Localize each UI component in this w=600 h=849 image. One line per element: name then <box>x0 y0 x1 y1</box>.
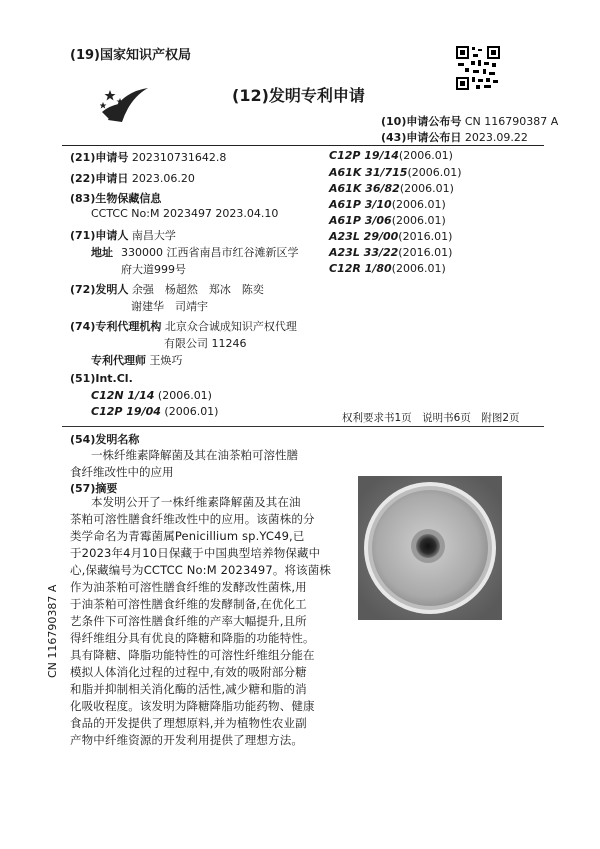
address-line-1: 330000 江西省南昌市红谷滩新区学 <box>121 246 299 259</box>
intcl-date: (2006.01) <box>164 405 219 418</box>
ipc-item <box>329 230 452 243</box>
abstract-line: 茶粕可溶性膳食纤维改性中的应用。该菌株的分 <box>70 512 315 526</box>
petri-dish-image <box>358 476 502 620</box>
intcl-item <box>91 405 218 418</box>
application-date-label: (22)申请日 <box>70 172 129 185</box>
ipc-item <box>329 166 462 179</box>
document-type: (12)发明专利申请 <box>232 86 365 105</box>
abstract-line: 心,保藏编号为CCTCC No:M 2023497。将该菌株 <box>70 563 332 577</box>
abstract-line: 类学命名为青霉菌属Penicillium sp.YC49,已 <box>70 529 305 543</box>
patent-agency-line-2: 有限公司 11246 <box>164 337 247 350</box>
patent-agency-line-1: 北京众合诚成知识产权代理 <box>164 320 297 333</box>
applicant-label: (71)申请人 <box>70 229 129 242</box>
deposit-info: CCTCC No:M 2023497 2023.04.10 <box>91 207 279 220</box>
publication-number <box>381 113 558 129</box>
ipc-date: (2016.01) <box>398 230 453 243</box>
application-number-label: (21)申请号 <box>70 151 129 164</box>
intcl-code: C12N 1/14 <box>91 389 155 402</box>
patent-agency-label: (74)专利代理机构 <box>70 320 162 333</box>
ipc-code: C12P 19/14 <box>329 149 399 162</box>
intcl-code: C12P 19/04 <box>91 405 161 418</box>
intcl-date: (2006.01) <box>157 389 212 402</box>
ipc-date: (2006.01) <box>391 198 446 211</box>
application-date <box>70 170 195 186</box>
abstract-line: 作为油茶粕可溶性膳食纤维的发酵改性菌株,用 <box>70 580 307 594</box>
invention-title-line-2: 食纤维改性中的应用 <box>70 465 174 479</box>
ipc-date: (2006.01) <box>398 149 453 162</box>
abstract-line: 和脂并抑制相关消化酶的活性,减少糖和脂的消 <box>70 682 307 696</box>
abstract-line: 本发明公开了一株纤维素降解菌及其在油 <box>91 495 301 509</box>
inventors-line-2: 谢建华 司靖宇 <box>131 300 208 313</box>
publication-date-value: 2023.09.22 <box>464 131 528 144</box>
patent-agent-value: 王焕巧 <box>149 354 183 367</box>
publication-number-value: CN 116790387 A <box>464 115 559 128</box>
applicant-value: 南昌大学 <box>131 229 176 242</box>
section-rule <box>62 426 544 427</box>
abstract-line: 具有降糖、降脂功能特性的可溶性纤维组分能在 <box>70 648 315 662</box>
qr-code-icon <box>456 46 500 90</box>
side-publication-number: CN 116790387 A <box>46 584 59 678</box>
abstract-line: 于油茶粕可溶性膳食纤维的发酵制备,在优化工 <box>70 597 307 611</box>
ipc-code: A61K 36/82 <box>329 182 400 195</box>
publication-number-label: (10)申请公布号 <box>381 115 462 128</box>
intcl-label: (51)Int.Cl. <box>70 372 133 385</box>
ipc-code: A61P 3/10 <box>329 198 392 211</box>
ipc-code: C12R 1/80 <box>329 262 392 275</box>
intcl-item <box>91 389 212 402</box>
abstract-line: 食品的开发提供了理想原料,并为植物性农业副 <box>70 716 307 730</box>
patent-agency <box>70 318 297 334</box>
abstract-label: (57)摘要 <box>70 482 118 495</box>
publication-date <box>381 129 528 145</box>
application-date-value: 2023.06.20 <box>131 172 195 185</box>
header-rule <box>62 145 544 146</box>
abstract-line: 艺条件下可溶性膳食纤维的产率大幅提升,且所 <box>70 614 307 628</box>
abstract-line: 化吸收程度。该发明为降糖降脂功能药物、健康 <box>70 699 315 713</box>
ipc-item <box>329 198 446 211</box>
address-line-2: 府大道999号 <box>121 263 186 276</box>
ipc-code: A61K 31/715 <box>329 166 408 179</box>
ipc-item <box>329 246 452 259</box>
inventors <box>70 281 264 297</box>
applicant <box>70 227 176 243</box>
ipc-item <box>329 149 453 162</box>
ipc-code: A23L 29/00 <box>329 230 399 243</box>
page-counts: 权利要求书1页 说明书6页 附图2页 <box>342 412 520 424</box>
ipc-code: A23L 33/22 <box>329 246 399 259</box>
invention-title-label: (54)发明名称 <box>70 433 140 446</box>
patent-agent-label: 专利代理师 <box>91 354 146 367</box>
ipc-date: (2006.01) <box>407 166 462 179</box>
deposit-label: (83)生物保藏信息 <box>70 192 162 205</box>
office-name: (19)国家知识产权局 <box>70 48 191 63</box>
ipc-item <box>329 182 454 195</box>
ipc-date: (2006.01) <box>391 214 446 227</box>
inventors-label: (72)发明人 <box>70 283 129 296</box>
inventors-line-1: 余强 杨超然 郑冰 陈奕 <box>131 283 264 296</box>
ipc-code: A61P 3/06 <box>329 214 392 227</box>
publication-date-label: (43)申请公布日 <box>381 131 462 144</box>
application-number-value: 202310731642.8 <box>131 151 227 164</box>
abstract-line: 产物中纤维资源的开发利用提供了理想方法。 <box>70 733 303 747</box>
address-label: 地址 <box>91 246 113 259</box>
patent-agent <box>91 352 183 368</box>
ipc-date: (2006.01) <box>391 262 446 275</box>
abstract-line: 模拟人体消化过程的过程中,有效的吸附部分糖 <box>70 665 307 679</box>
invention-title-line-1: 一株纤维素降解菌及其在油茶粕可溶性膳 <box>91 448 298 462</box>
abstract-line: 于2023年4月10日保藏于中国典型培养物保藏中 <box>70 546 321 560</box>
ipc-item <box>329 214 446 227</box>
abstract-line: 得纤维组分具有优良的降糖和降脂的功能特性。 <box>70 631 315 645</box>
ipc-date: (2016.01) <box>398 246 453 259</box>
ipc-date: (2006.01) <box>399 182 454 195</box>
emblem-icon <box>100 82 156 128</box>
application-number <box>70 149 226 165</box>
ipc-item <box>329 262 446 275</box>
